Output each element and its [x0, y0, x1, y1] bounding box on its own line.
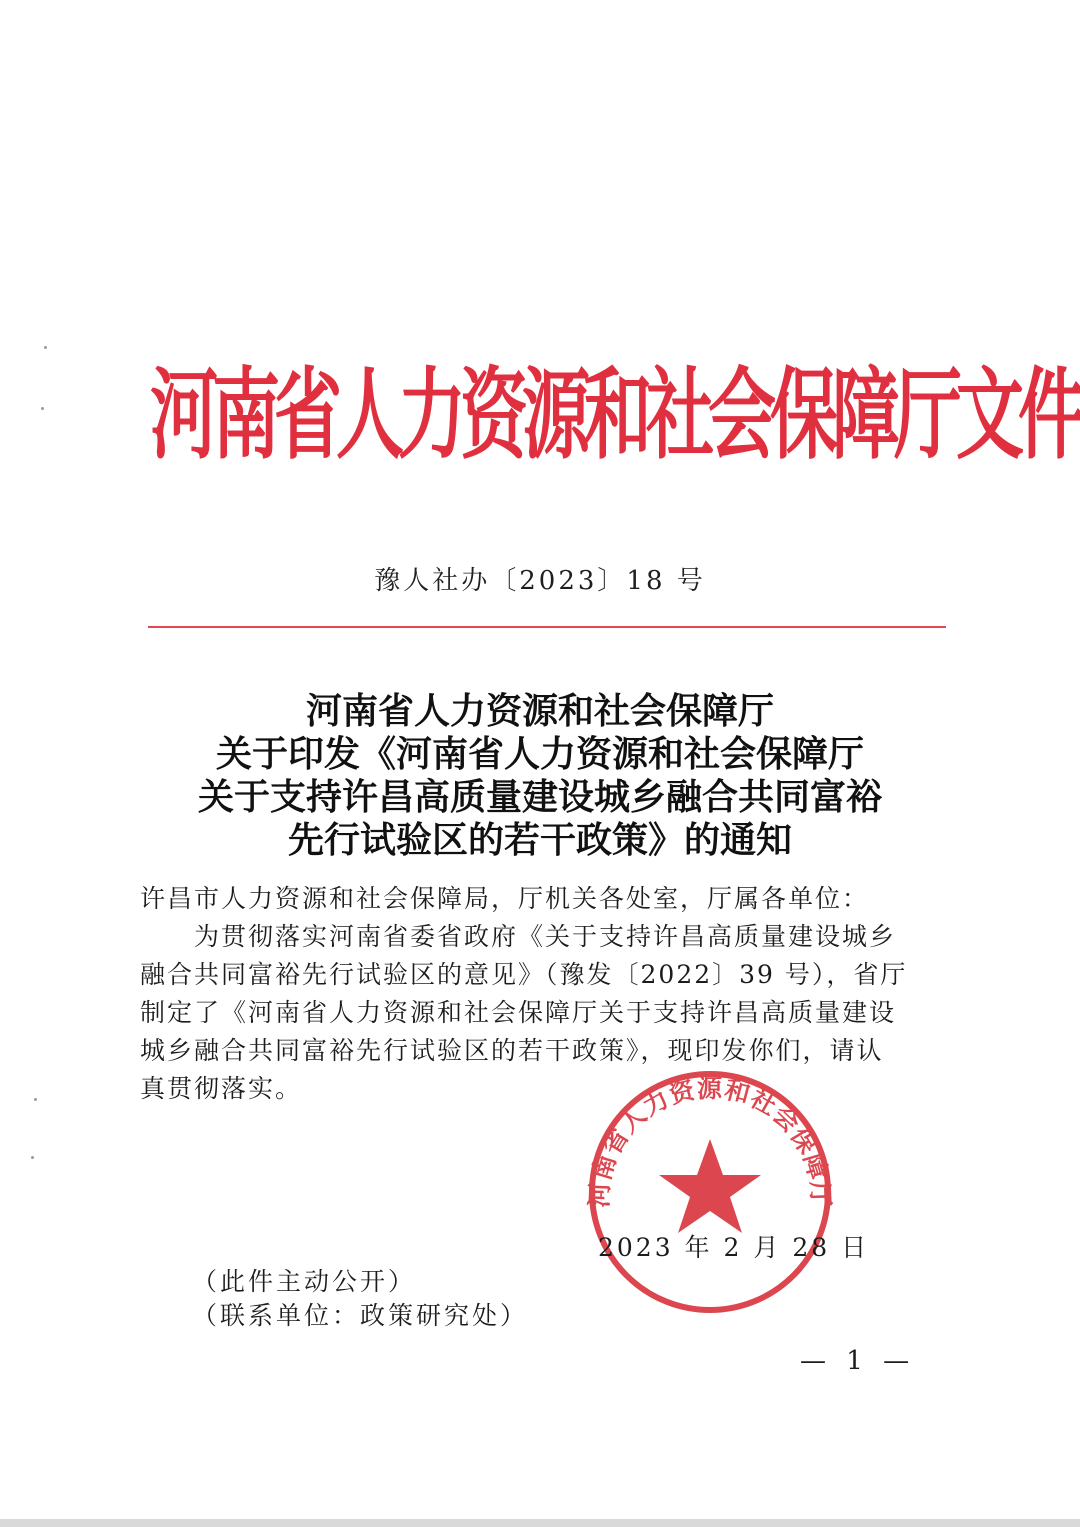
scan-speck	[34, 1098, 37, 1101]
red-divider-line	[148, 626, 946, 628]
scan-speck	[41, 407, 44, 410]
seal-text-path: 河南省人力资源和社会保障厅	[585, 1073, 835, 1209]
scan-bottom-edge	[0, 1519, 1080, 1527]
notice-title	[120, 690, 960, 862]
scan-speck	[44, 346, 47, 349]
body-line: 真贯彻落实。	[140, 1074, 303, 1103]
notice-title-line: 关于支持许昌高质量建设城乡融合共同富裕	[197, 776, 882, 818]
notice-title-line: 河南省人力资源和社会保障厅	[305, 690, 774, 732]
body-line: 为贯彻落实河南省委省政府《关于支持许昌高质量建设城乡	[140, 922, 897, 951]
body-line: 制定了《河南省人力资源和社会保障厅关于支持许昌高质量建设	[140, 998, 897, 1027]
body-line: 城乡融合共同富裕先行试验区的若干政策》，现印发你们，请认	[140, 1036, 884, 1065]
document-number: 豫人社办〔2023〕18 号	[374, 566, 706, 596]
page-number: — 1 —	[800, 1346, 916, 1376]
body-line: 融合共同富裕先行试验区的意见》（豫发〔2022〕39 号），省厅	[140, 960, 908, 989]
document-header-title: 河南省人力资源和社会保障厅文件	[150, 359, 1080, 474]
issue-date: 2023 年 2 月 28 日	[598, 1233, 870, 1262]
official-seal	[585, 1067, 835, 1317]
scan-speck	[31, 1156, 34, 1159]
contact-note: （联系单位：政策研究处）	[192, 1301, 529, 1330]
notice-title-line: 先行试验区的若干政策》的通知	[287, 819, 792, 861]
seal-star-icon	[659, 1139, 761, 1233]
disclosure-note: （此件主动公开）	[192, 1267, 417, 1296]
body-line-addressee: 许昌市人力资源和社会保障局，厅机关各处室，厅属各单位：	[140, 884, 870, 913]
notice-title-line: 关于印发《河南省人力资源和社会保障厅	[215, 733, 864, 775]
